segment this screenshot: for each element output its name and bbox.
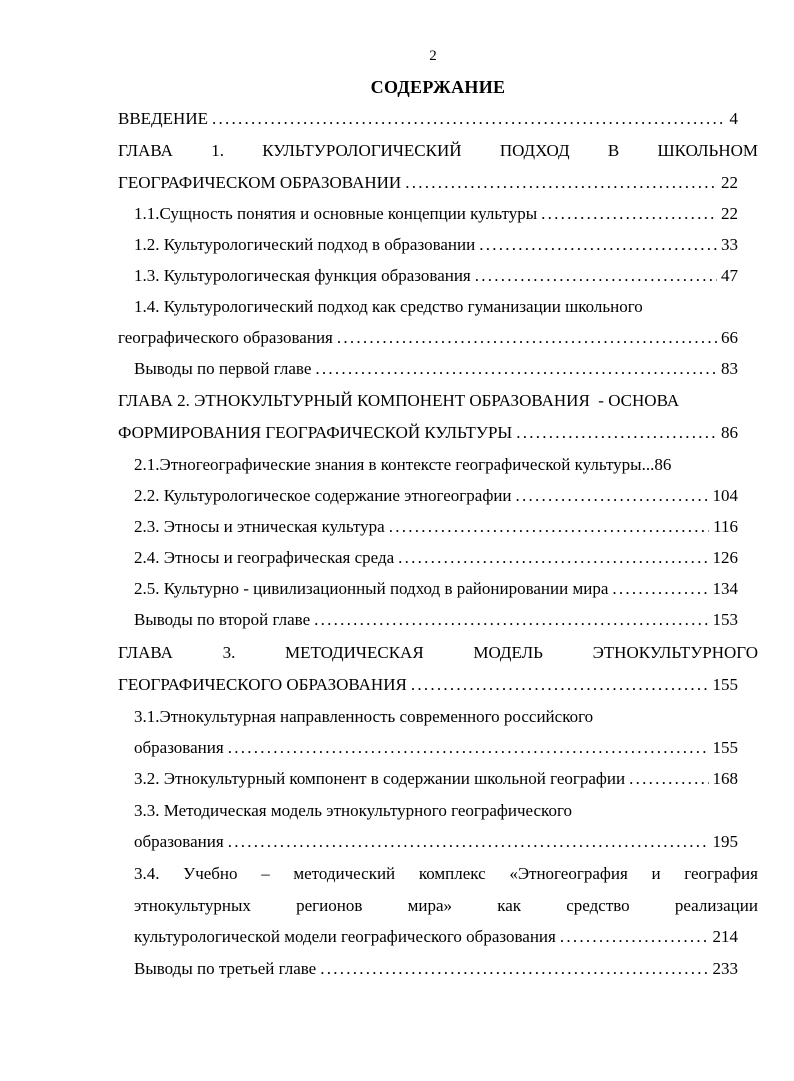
toc-page-number: 155: [712, 675, 738, 694]
toc-page-number: 153: [712, 610, 738, 629]
heading-word: МЕТОДИЧЕСКАЯ: [284, 643, 424, 662]
entry-word: как: [497, 896, 522, 915]
toc-entry-3-4[interactable]: [134, 863, 758, 885]
toc-page-number: 83: [721, 359, 738, 378]
toc-entry-ch1-conclusion[interactable]: [134, 358, 738, 380]
leader-dots: [228, 737, 709, 759]
leader-dots: [314, 609, 708, 631]
toc-entry-text: 2.1.Этногеографические знания в контексте географической культуры...86: [134, 455, 672, 474]
toc-entry-1-1[interactable]: [134, 203, 738, 225]
toc-entry-2-4[interactable]: [134, 547, 738, 569]
toc-entry-3-1[interactable]: [134, 706, 738, 728]
heading-word: ГЛАВА: [118, 141, 173, 160]
toc-chapter-2-heading[interactable]: [118, 390, 778, 412]
toc-page-number: 195: [712, 832, 738, 851]
leader-dots: [337, 327, 717, 349]
leader-dots: [629, 768, 708, 790]
entry-word: 3.4.: [134, 864, 160, 883]
toc-entry-text: 1.1.Сущность понятия и основные концепции культуры: [134, 204, 538, 223]
toc-chapter-1-heading[interactable]: [118, 140, 758, 162]
toc-chapter-3-heading-cont[interactable]: [118, 674, 738, 696]
page-number: 2: [429, 48, 437, 64]
toc-page-number: 104: [712, 486, 738, 505]
toc-entry-text: 2.5. Культурно - цивилизационный подход в районировании мира: [134, 579, 609, 598]
toc-entry-text: Выводы по первой главе: [134, 359, 312, 378]
toc-page-number: 22: [721, 173, 738, 192]
heading-word: ПОДХОД: [499, 141, 570, 160]
toc-entry-introduction[interactable]: [118, 108, 738, 130]
leader-dots: [516, 485, 709, 507]
toc-entry-text: 3.2. Этнокультурный компонент в содержании школьной географии: [134, 769, 626, 788]
entry-word: мира»: [407, 896, 453, 915]
entry-word: методический: [293, 864, 396, 883]
heading-word: ШКОЛЬНОМ: [657, 141, 758, 160]
toc-entry-text: 3.1.Этнокультурная направленность современного российского: [134, 707, 594, 726]
entry-word: этнокультурных: [134, 896, 251, 915]
heading-word: ГЛАВА: [118, 643, 173, 662]
toc-page-number: 233: [712, 959, 738, 978]
toc-chapter-2-heading-cont[interactable]: [118, 422, 738, 444]
toc-entry-text: образования: [134, 832, 224, 851]
toc-entry-text: 2.3. Этносы и этническая культура: [134, 517, 385, 536]
toc-page-number: 22: [721, 204, 738, 223]
toc-page-number: 47: [721, 266, 738, 285]
toc-entry-text: ГЕОГРАФИЧЕСКОМ ОБРАЗОВАНИИ: [118, 173, 402, 192]
entry-word: и: [651, 864, 661, 883]
leader-dots: [475, 265, 717, 287]
toc-entry-text: ГЛАВА 2. ЭТНОКУЛЬТУРНЫЙ КОМПОНЕНТ ОБРАЗОВАНИЯ - ОСНОВА: [118, 391, 680, 410]
entry-word: Учебно: [183, 864, 238, 883]
toc-entry-1-2[interactable]: [134, 234, 738, 256]
toc-page-number: 134: [712, 579, 738, 598]
toc-page-number: 116: [713, 517, 738, 536]
toc-entry-1-4[interactable]: [134, 296, 738, 318]
toc-entry-1-4-cont[interactable]: [118, 327, 738, 349]
heading-word: КУЛЬТУРОЛОГИЧЕСКИЙ: [262, 141, 462, 160]
toc-entry-text: 2.4. Этносы и географическая среда: [134, 548, 395, 567]
entry-word: средство: [566, 896, 630, 915]
toc-entry-3-3-cont[interactable]: [134, 831, 738, 853]
heading-word: 1.: [211, 141, 224, 160]
leader-dots: [560, 926, 709, 948]
heading-word: МОДЕЛЬ: [473, 643, 543, 662]
entry-word: –: [261, 864, 270, 883]
toc-entry-3-4-line3[interactable]: [134, 926, 738, 948]
toc-title: СОДЕРЖАНИЕ: [370, 77, 506, 97]
toc-entry-text: ВВЕДЕНИЕ: [118, 109, 208, 128]
toc-entry-ch2-conclusion[interactable]: [134, 609, 738, 631]
leader-dots: [389, 516, 709, 538]
entry-word: «Этногеография: [509, 864, 628, 883]
toc-entry-text: 2.2. Культурологическое содержание этногеографии: [134, 486, 512, 505]
toc-page-number: 168: [712, 769, 738, 788]
heading-word: В: [607, 141, 620, 160]
toc-entry-2-2[interactable]: [134, 485, 738, 507]
toc-page-number: 86: [721, 423, 738, 442]
toc-entry-2-3[interactable]: [134, 516, 738, 538]
leader-dots: [479, 234, 717, 256]
entry-word: география: [684, 864, 758, 883]
toc-entry-3-2[interactable]: [134, 768, 738, 790]
leader-dots: [315, 358, 717, 380]
leader-dots: [398, 547, 708, 569]
leader-dots: [405, 172, 717, 194]
toc-entry-text: 1.2. Культурологический подход в образовании: [134, 235, 476, 254]
leader-dots: [516, 422, 717, 444]
toc-chapter-1-heading-cont[interactable]: [118, 172, 738, 194]
toc-entry-text: ФОРМИРОВАНИЯ ГЕОГРАФИЧЕСКОЙ КУЛЬТУРЫ: [118, 423, 513, 442]
toc-entry-1-3[interactable]: [134, 265, 738, 287]
entry-word: реализации: [674, 896, 758, 915]
toc-page-number: 4: [729, 109, 738, 128]
toc-entry-text: 1.4. Культурологический подход как средство гуманизации школьного: [134, 297, 643, 316]
heading-word: ЭТНОКУЛЬТУРНОГО: [592, 643, 758, 662]
leader-dots: [228, 831, 709, 853]
entry-word: комплекс: [418, 864, 486, 883]
entry-word: регионов: [296, 896, 363, 915]
toc-entry-3-1-cont[interactable]: [134, 737, 738, 759]
toc-entry-text: Выводы по третьей главе: [134, 959, 317, 978]
toc-entry-2-5[interactable]: [134, 578, 738, 600]
toc-page-number: 66: [721, 328, 738, 347]
leader-dots: [612, 578, 708, 600]
toc-page-number: 126: [712, 548, 738, 567]
toc-entry-text: ГЕОГРАФИЧЕСКОГО ОБРАЗОВАНИЯ: [118, 675, 407, 694]
toc-entry-text: 3.3. Методическая модель этнокультурного географического: [134, 801, 572, 820]
leader-dots: [212, 108, 726, 130]
toc-entry-text: культурологической модели географического образования: [134, 927, 556, 946]
leader-dots: [320, 958, 708, 980]
toc-entry-ch3-conclusion[interactable]: [134, 958, 738, 980]
toc-entry-3-3[interactable]: [134, 800, 738, 822]
toc-entry-text: образования: [134, 738, 224, 757]
heading-word: 3.: [222, 643, 236, 662]
toc-entry-text: Выводы по второй главе: [134, 610, 311, 629]
toc-page-number: 155: [712, 738, 738, 757]
leader-dots: [411, 674, 709, 696]
leader-dots: [541, 203, 717, 225]
toc-chapter-3-heading[interactable]: [118, 642, 758, 664]
toc-page-number: 33: [721, 235, 738, 254]
toc-page-number: 214: [712, 927, 738, 946]
toc-entry-text: географического образования: [118, 328, 333, 347]
toc-entry-3-4-line2[interactable]: [134, 895, 758, 917]
toc-entry-2-1[interactable]: [134, 454, 738, 476]
toc-entry-text: 1.3. Культурологическая функция образования: [134, 266, 471, 285]
